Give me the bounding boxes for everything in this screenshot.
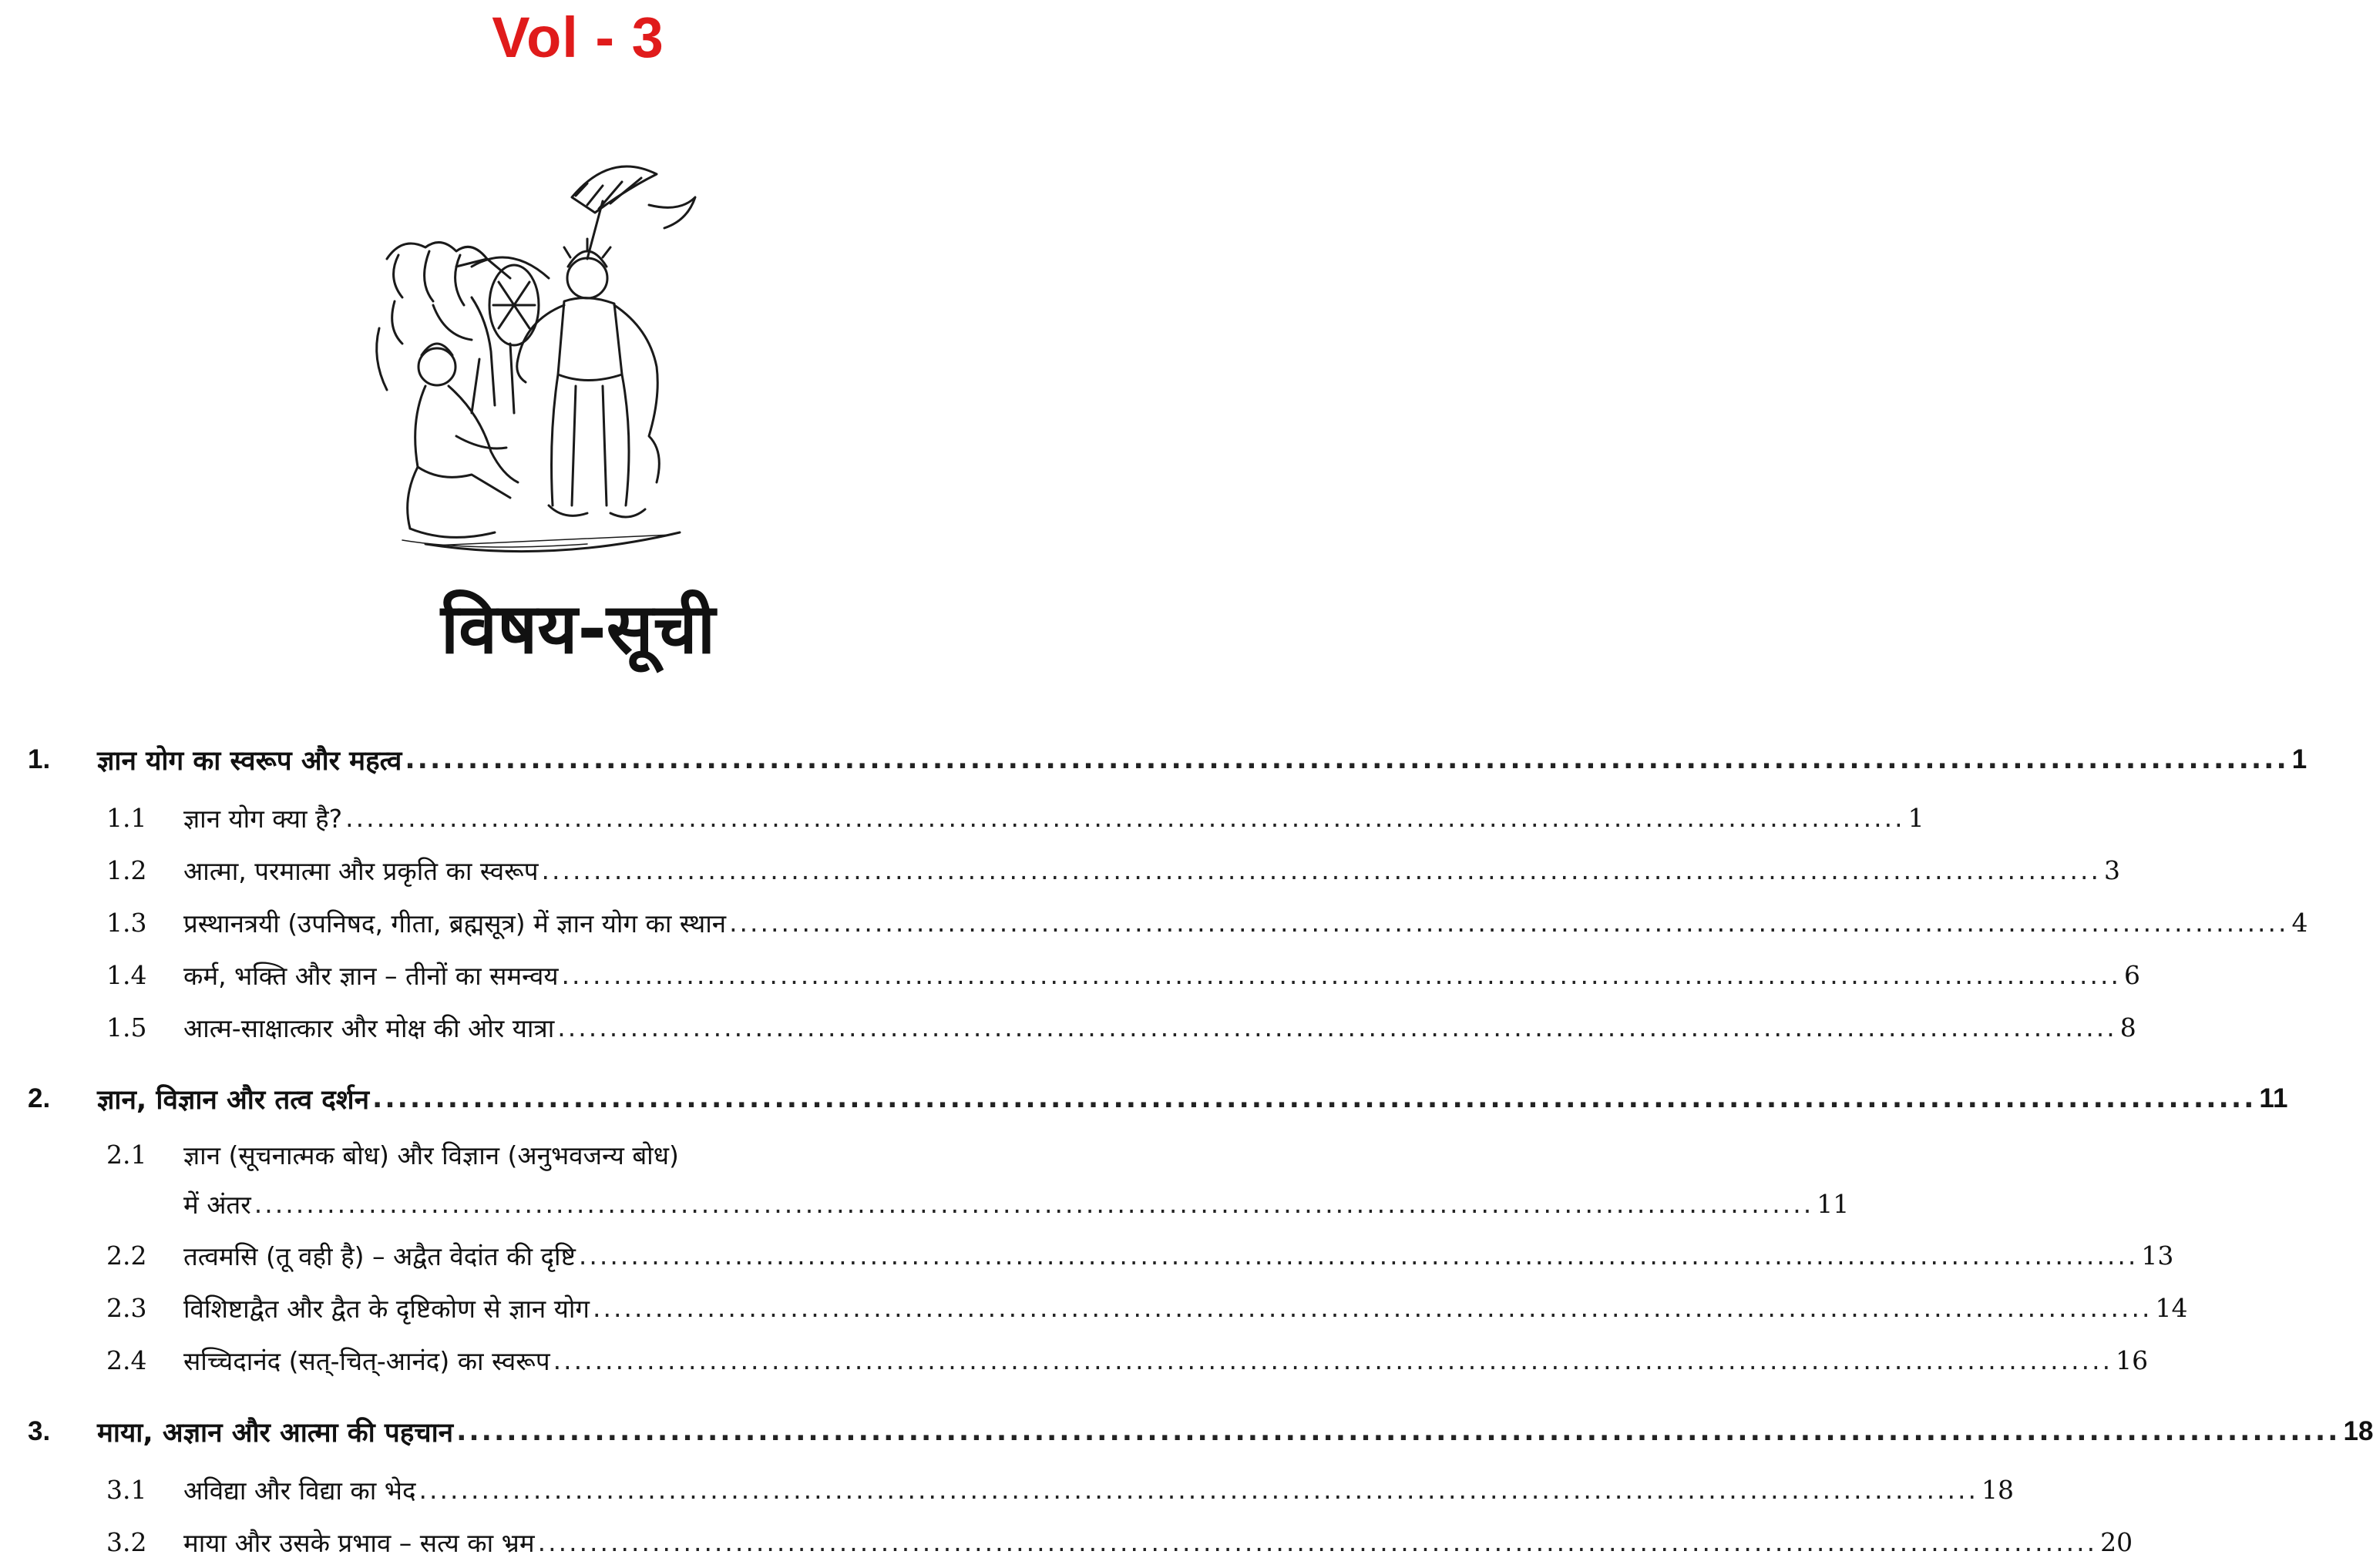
item-page: 18 — [1981, 1474, 2014, 1505]
chapter-number: 3. — [28, 1416, 51, 1446]
toc-item-1-4[interactable] — [28, 949, 2140, 1001]
item-number: 1.3 — [106, 907, 147, 938]
item-page: 1 — [1907, 802, 1924, 833]
item-title: माया और उसके प्रभाव – सत्य का भ्रम — [183, 1527, 535, 1558]
leader-dots: ...................................................................................................................................................... — [345, 802, 1905, 833]
leader-dots: ...................................................................................................................................................... — [456, 1416, 2341, 1447]
item-title: अविद्या और विद्या का भेद — [183, 1475, 416, 1506]
chapter-title: ज्ञान, विज्ञान और तत्व दर्शन — [97, 1084, 370, 1116]
item-title: ज्ञान (सूचनात्मक बोध) और विज्ञान (अनुभवजन्य बोध) — [183, 1140, 679, 1170]
leader-dots: ...................................................................................................................................................... — [405, 744, 2289, 775]
item-number: 2.4 — [106, 1345, 147, 1375]
item-title-continued: में अंतर — [183, 1189, 251, 1220]
toc-item-1-5[interactable] — [28, 1001, 2136, 1053]
leader-dots: ...................................................................................................................................................... — [557, 1012, 2117, 1043]
item-page: 4 — [2291, 907, 2308, 938]
krishna-arjuna-illustration — [356, 143, 741, 559]
toc-item-2-3[interactable] — [28, 1281, 2188, 1334]
toc-chapter-2[interactable] — [28, 1067, 2288, 1130]
chapter-number: 1. — [28, 744, 51, 774]
section-gap — [28, 1053, 1076, 1067]
item-number: 1.2 — [106, 855, 147, 885]
item-page: 13 — [2141, 1240, 2174, 1271]
item-title: आत्मा, परमात्मा और प्रकृति का स्वरूप — [183, 855, 539, 886]
leader-dots: ...................................................................................................................................................... — [729, 907, 2289, 938]
toc-chapter-3[interactable] — [28, 1400, 2373, 1463]
chapter-number: 2. — [28, 1083, 51, 1113]
section-gap — [28, 1386, 1076, 1400]
item-number: 3.2 — [106, 1526, 147, 1557]
item-page: 3 — [2103, 855, 2120, 885]
leader-dots: ...................................................................................................................................................... — [578, 1240, 2139, 1271]
toc-item-1-1[interactable] — [28, 791, 1924, 844]
leader-dots: ...................................................................................................................................................... — [418, 1474, 1978, 1505]
item-title: प्रस्थानत्रयी (उपनिषद, गीता, ब्रह्मसूत्र) में ज्ञान योग का स्थान — [183, 908, 727, 938]
leader-dots: ...................................................................................................................................................... — [254, 1188, 1814, 1219]
chapter-title: ज्ञान योग का स्वरूप और महत्व — [97, 745, 402, 777]
item-title: तत्वमसि (तू वही है) – अद्वैत वेदांत की दृष्टि — [183, 1241, 576, 1271]
toc-item-3-2[interactable] — [28, 1516, 2133, 1568]
toc-item-3-1[interactable] — [28, 1463, 2014, 1516]
chapter-page: 11 — [2259, 1083, 2288, 1113]
item-number: 2.2 — [106, 1240, 147, 1271]
toc-item-2-1[interactable] — [28, 1130, 1850, 1229]
volume-label: Vol - 3 — [492, 5, 664, 69]
toc-title: विषय-सूची — [440, 589, 716, 670]
item-title: विशिष्टाद्वैत और द्वैत के दृष्टिकोण से ज्ञान योग — [183, 1293, 590, 1324]
toc-item-2-4[interactable] — [28, 1334, 2149, 1386]
item-title: ज्ञान योग क्या है? — [183, 803, 343, 834]
item-page: 8 — [2119, 1012, 2136, 1043]
table-of-contents — [28, 728, 2373, 1568]
chapter-page: 18 — [2343, 1416, 2373, 1446]
item-number: 2.3 — [106, 1292, 147, 1323]
item-number: 1.5 — [106, 1012, 147, 1043]
item-page: 14 — [2155, 1292, 2188, 1323]
item-number: 3.1 — [106, 1474, 147, 1505]
toc-item-1-2[interactable] — [28, 844, 2120, 896]
leader-dots: ...................................................................................................................................................... — [561, 959, 2121, 990]
leader-dots: ...................................................................................................................................................... — [372, 1083, 2257, 1114]
item-title: सच्चिदानंद (सत्-चित्-आनंद) का स्वरूप — [183, 1345, 550, 1376]
item-number: 2.1 — [106, 1139, 147, 1170]
toc-chapter-1[interactable] — [28, 728, 2307, 791]
item-number: 1.4 — [106, 959, 147, 990]
leader-dots: ...................................................................................................................................................... — [537, 1526, 2098, 1557]
chapter-title: माया, अज्ञान और आत्मा की पहचान — [97, 1417, 454, 1449]
toc-item-1-3[interactable] — [28, 896, 2308, 949]
leader-dots: ...................................................................................................................................................... — [553, 1345, 2113, 1375]
item-page: 6 — [2124, 959, 2140, 990]
item-title: कर्म, भक्ति और ज्ञान – तीनों का समन्वय — [183, 960, 559, 991]
chapter-page: 1 — [2291, 744, 2307, 774]
leader-dots: ...................................................................................................................................................... — [592, 1292, 2153, 1323]
item-number: 1.1 — [106, 802, 147, 833]
item-page: 20 — [2100, 1526, 2133, 1557]
item-title: आत्म-साक्षात्कार और मोक्ष की ओर यात्रा — [183, 1012, 555, 1043]
item-page: 11 — [1817, 1188, 1850, 1219]
item-page: 16 — [2116, 1345, 2149, 1375]
leader-dots: ...................................................................................................................................................... — [541, 855, 2101, 885]
toc-item-2-2[interactable] — [28, 1229, 2174, 1281]
